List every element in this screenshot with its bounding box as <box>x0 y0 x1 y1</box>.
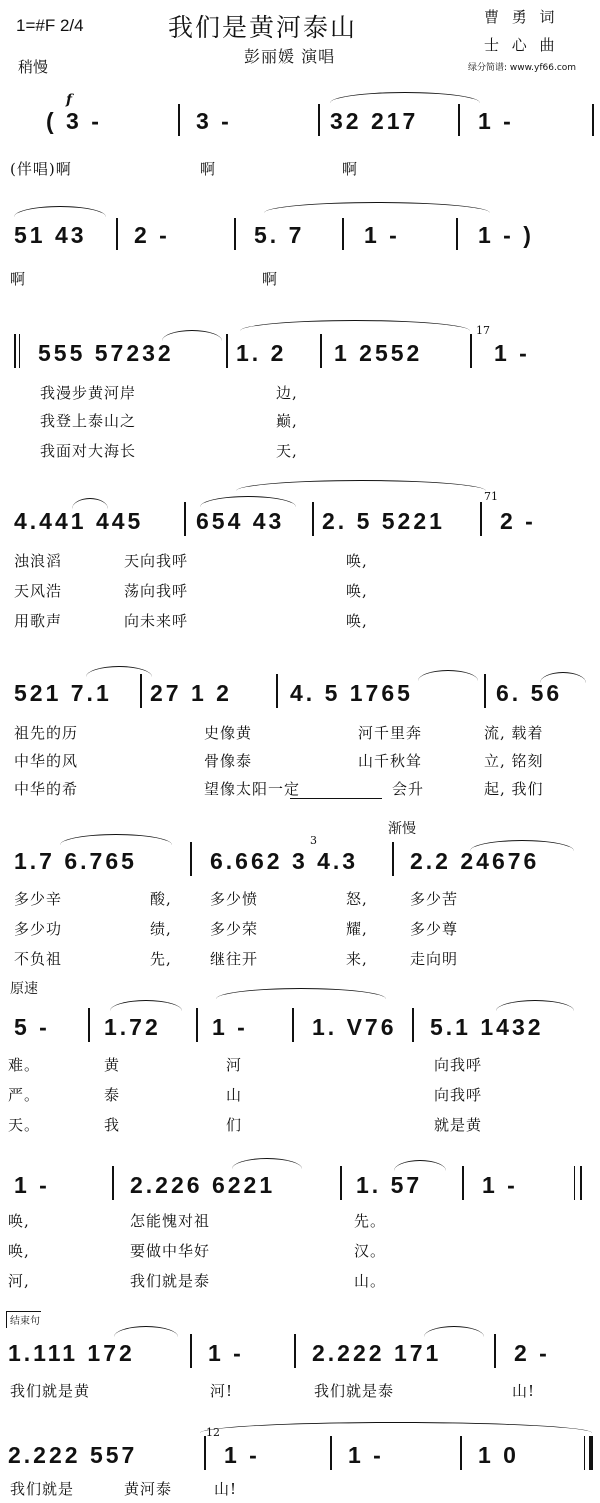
barline <box>462 1166 464 1200</box>
lyric: 唤, <box>346 582 368 600</box>
lyric: 黄河泰 <box>124 1480 173 1498</box>
grace-note: 71 <box>484 490 498 503</box>
barline <box>178 104 180 136</box>
lyric: 山! <box>512 1382 536 1400</box>
measure: 2.2 24676 <box>410 848 540 874</box>
lyric: 我 <box>104 1116 121 1134</box>
barline <box>294 1334 296 1368</box>
barline <box>342 218 344 250</box>
measure: 2. 5 5221 <box>322 508 445 534</box>
lyric: 起, 我们 <box>484 780 544 798</box>
lyric: 山! <box>214 1480 238 1498</box>
lyric: 天向我呼 <box>124 552 189 570</box>
lyric: 先, <box>150 950 172 968</box>
lyric: 黄 <box>104 1056 121 1074</box>
measure: ( 3 - <box>46 108 102 134</box>
lyric: 多少荣 <box>210 920 259 938</box>
lyric: 多少尊 <box>410 920 459 938</box>
lyric: 走向明 <box>410 950 459 968</box>
barline <box>190 842 192 876</box>
lyric: 天。 <box>8 1116 41 1134</box>
lyric: 天风浩 <box>14 582 63 600</box>
measure: 521 7.1 <box>14 680 112 706</box>
measure: 1 - <box>224 1442 260 1468</box>
lyric: 绩, <box>150 920 172 938</box>
barline <box>184 502 186 536</box>
measure: 1 - <box>212 1014 248 1040</box>
lyric: 严。 <box>8 1086 41 1104</box>
lyric: 多少功 <box>14 920 63 938</box>
barline <box>312 502 314 536</box>
slur <box>240 320 470 331</box>
barline <box>196 1008 198 1042</box>
measure: 3 - <box>196 108 232 134</box>
slur <box>394 1160 446 1171</box>
lyric: 我面对大海长 <box>40 442 137 460</box>
lyric: 多少苦 <box>410 890 459 908</box>
lyric: 天, <box>276 442 298 460</box>
lyric: 我登上泰山之 <box>40 412 137 430</box>
lyric: 我们就是泰 <box>314 1382 395 1400</box>
barline <box>320 334 322 368</box>
lyric: 山。 <box>354 1272 387 1290</box>
barline <box>592 104 594 136</box>
lyric: 我们就是黄 <box>10 1382 91 1400</box>
lyric: 边, <box>276 384 298 402</box>
source-note: 绿分简谱: www.yf66.com <box>468 63 577 73</box>
slur <box>216 988 386 999</box>
measure: 2 - <box>500 508 536 534</box>
lyric: 我漫步黄河岸 <box>40 384 137 402</box>
grace-note: 17 <box>476 324 490 337</box>
measure: 2.222 171 <box>312 1340 442 1366</box>
measure: 1. V76 <box>312 1014 397 1040</box>
measure: 6. 56 <box>496 680 563 706</box>
measure: 1 - <box>14 1172 50 1198</box>
barline <box>318 104 320 136</box>
lyric: 向我呼 <box>434 1086 483 1104</box>
repeat-end-barline <box>580 1166 582 1200</box>
barline <box>234 218 236 250</box>
lyric: 继往开 <box>210 950 259 968</box>
measure: 654 43 <box>196 508 285 534</box>
lyric: 啊 <box>10 270 27 288</box>
lyric: 我们就是泰 <box>130 1272 211 1290</box>
lyric: 不负祖 <box>14 950 63 968</box>
barline <box>484 674 486 708</box>
song-title: 我们是黄河泰山 <box>168 13 358 42</box>
grace-note: 12 <box>206 1426 220 1439</box>
lyric: 酸, <box>150 890 172 908</box>
barline <box>392 842 394 876</box>
slur <box>236 480 486 491</box>
tempo-marking: 原速 <box>10 981 38 997</box>
lyric: 啊 <box>342 160 359 178</box>
lyric: 多少愤 <box>210 890 259 908</box>
lyric: 要做中华好 <box>130 1242 211 1260</box>
measure: 2 - <box>134 222 170 248</box>
slur <box>232 1158 302 1169</box>
composer-credit: 士 心 曲 <box>484 36 559 54</box>
tempo-marking: 稍慢 <box>18 58 49 76</box>
measure: 555 57232 <box>38 340 174 366</box>
measure: 27 1 2 <box>150 680 232 706</box>
measure: 2.226 6221 <box>130 1172 276 1198</box>
repeat-start-barline <box>19 334 20 368</box>
lyric: (伴唱)啊 <box>10 160 72 178</box>
lyric: 怎能愧对祖 <box>130 1212 211 1230</box>
barline <box>330 1436 332 1470</box>
lyric: 河! <box>210 1382 234 1400</box>
lyric: 来, <box>346 950 368 968</box>
lyric: 祖先的历 <box>14 724 79 742</box>
measure: 4. 5 1765 <box>290 680 413 706</box>
measure: 1.111 172 <box>8 1340 135 1366</box>
measure: 1 - <box>364 222 400 248</box>
lyric: 巅, <box>276 412 298 430</box>
lyric: 河千里奔 <box>358 724 423 742</box>
barline <box>88 1008 90 1042</box>
barline <box>292 1008 294 1042</box>
barline <box>226 334 228 368</box>
slur <box>424 1326 484 1337</box>
lyric: 浊浪滔 <box>14 552 63 570</box>
lyric: 中华的希 <box>14 780 79 798</box>
measure: 1 0 <box>478 1442 519 1468</box>
lyric: 荡向我呼 <box>124 582 189 600</box>
lyricist-credit: 曹 勇 词 <box>484 8 559 26</box>
lyric: 唤, <box>8 1212 30 1230</box>
slur <box>418 670 478 681</box>
lyric: 山 <box>226 1086 243 1104</box>
barline <box>190 1334 192 1368</box>
key-signature: 1=#F 2/4 <box>16 16 84 35</box>
lyric: 河 <box>226 1056 243 1074</box>
lyric: 唤, <box>346 612 368 630</box>
lyric: 望像太阳一定 <box>204 780 301 798</box>
measure: 51 43 <box>14 222 87 248</box>
barline <box>340 1166 342 1200</box>
measure: 1 - <box>494 340 530 366</box>
lyric: 流, 载着 <box>484 724 544 742</box>
lyric: 唤, <box>8 1242 30 1260</box>
lyric: 汉。 <box>354 1242 387 1260</box>
dynamic-forte: f <box>66 92 73 108</box>
lyric: 向我呼 <box>434 1056 483 1074</box>
slur <box>114 1326 178 1337</box>
barline <box>494 1334 496 1368</box>
measure: 1 - <box>482 1172 518 1198</box>
slur <box>330 92 480 103</box>
lyric: 啊 <box>262 270 279 288</box>
measure: 1 - ) <box>478 222 534 248</box>
lyric: 河, <box>8 1272 30 1290</box>
grace-note: 3 <box>310 834 317 847</box>
slur <box>264 202 490 213</box>
lyric: 史像黄 <box>204 724 253 742</box>
measure: 5 - <box>14 1014 50 1040</box>
tempo-marking: 渐慢 <box>388 821 416 837</box>
barline <box>460 1436 462 1470</box>
slur <box>60 834 172 845</box>
lyric: 会升 <box>392 780 425 798</box>
barline <box>112 1166 114 1200</box>
measure: 1. 57 <box>356 1172 423 1198</box>
slur <box>200 496 296 507</box>
slur <box>14 206 106 217</box>
barline <box>458 104 460 136</box>
measure: 1 - <box>478 108 514 134</box>
barline <box>204 1436 206 1470</box>
lyric: 难。 <box>8 1056 41 1074</box>
measure: 1. 2 <box>236 340 287 366</box>
lyric: 山千秋耸 <box>358 752 423 770</box>
lyric: 们 <box>226 1116 243 1134</box>
slur <box>86 666 152 677</box>
barline <box>456 218 458 250</box>
lyric: 怒, <box>346 890 368 908</box>
barline <box>276 674 278 708</box>
singer-credit: 彭丽媛 演唱 <box>244 47 336 66</box>
final-barline <box>584 1436 585 1470</box>
lyric: 向未来呼 <box>124 612 189 630</box>
measure: 5.1 1432 <box>430 1014 544 1040</box>
measure: 6.662 3 4.3 <box>210 848 359 874</box>
measure: 1 - <box>208 1340 244 1366</box>
lyric: 用歌声 <box>14 612 63 630</box>
measure: 1 - <box>348 1442 384 1468</box>
barline <box>470 334 472 368</box>
barline <box>412 1008 414 1042</box>
slur <box>496 1000 574 1011</box>
lyric: 多少辛 <box>14 890 63 908</box>
repeat-start-barline <box>14 334 16 368</box>
barline <box>140 674 142 708</box>
lyric: 就是黄 <box>434 1116 483 1134</box>
measure: 4.441 445 <box>14 508 144 534</box>
measure: 32 217 <box>330 108 419 134</box>
barline <box>480 502 482 536</box>
lyric: 骨像泰 <box>204 752 253 770</box>
measure: 2 - <box>514 1340 550 1366</box>
lyric: 唤, <box>346 552 368 570</box>
repeat-end-barline <box>574 1166 575 1200</box>
measure: 1.7 6.765 <box>14 848 137 874</box>
barline <box>116 218 118 250</box>
slur <box>200 1422 592 1433</box>
measure: 2.222 557 <box>8 1442 138 1468</box>
lyric: 我们就是 <box>10 1480 75 1498</box>
lyric: 啊 <box>200 160 217 178</box>
lyric: 立, 铭刻 <box>484 752 544 770</box>
final-barline <box>589 1436 593 1470</box>
lyric: 中华的风 <box>14 752 79 770</box>
measure: 1 2552 <box>334 340 423 366</box>
underline <box>290 798 382 799</box>
coda-label: 结束句 <box>10 1316 40 1327</box>
lyric: 先。 <box>354 1212 387 1230</box>
lyric: 耀, <box>346 920 368 938</box>
measure: 5. 7 <box>254 222 305 248</box>
slur <box>110 1000 182 1011</box>
lyric: 泰 <box>104 1086 121 1104</box>
measure: 1.72 <box>104 1014 161 1040</box>
